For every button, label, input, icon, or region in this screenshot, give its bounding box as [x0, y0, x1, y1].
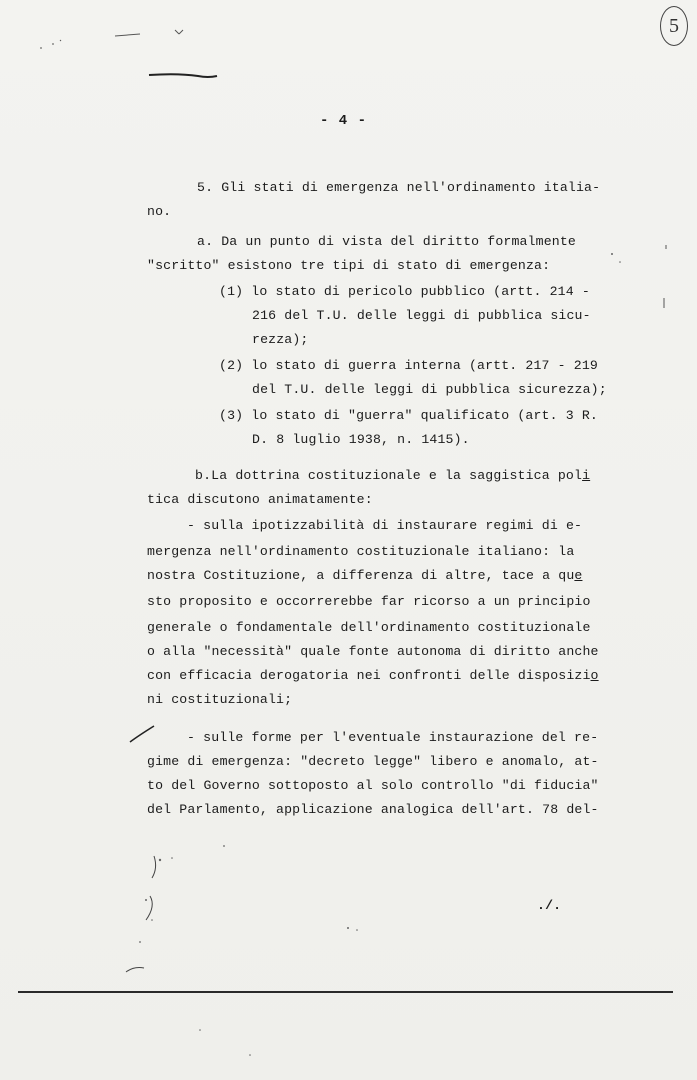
bullet-1-line: generale o fondamentale dell'ordinamento costituzionale [147, 620, 591, 635]
bullet-1-line: sto proposito e occorrerebbe far ricorso a un principio [147, 594, 591, 609]
bullet-1-line: - sulla ipotizzabilità di instaurare regimi di e- [187, 518, 583, 533]
list-item-3: (3) lo stato di "guerra" qualificato (art. 3 R. [219, 408, 598, 423]
bullet-1-line [147, 668, 599, 684]
list-item-1: (1) lo stato di pericolo pubblico (artt. 214 - [219, 284, 590, 299]
bullet-1-line: mergenza nell'ordinamento costituzionale italiano: la [147, 544, 575, 559]
list-item-1-cont: rezza); [252, 332, 309, 347]
bullet-1-line: ni costituzionali; [147, 692, 293, 707]
paragraph-b-underlined-char: i [582, 468, 591, 483]
handwritten-dash-mark [148, 72, 218, 80]
list-item-1-cont: 216 del T.U. delle leggi di pubblica sicu- [252, 308, 591, 323]
paragraph-b-line [195, 468, 590, 484]
bullet-2-line: - sulle forme per l'eventuale instaurazione del re- [187, 730, 599, 745]
continuation-mark: ./. [537, 898, 562, 913]
list-item-2: (2) lo stato di guerra interna (artt. 217 - 219 [219, 358, 598, 373]
handwritten-check-icon [128, 724, 158, 746]
section-heading: 5. Gli stati di emergenza nell'ordinamento italia- [197, 180, 601, 195]
paragraph-a-line: a. Da un punto di vista del diritto formalmente [197, 234, 576, 249]
bullet-2-line: del Parlamento, applicazione analogica dell'art. 78 del- [147, 802, 599, 817]
bullet-1-text: con efficacia derogatoria nei confronti delle disposizi [147, 668, 591, 683]
paragraph-b-text: b.La dottrina costituzionale e la saggistica pol [195, 468, 583, 483]
bullet-1-underlined-char: o [590, 668, 599, 683]
bullet-1-line: o alla "necessità" quale fonte autonoma di diritto anche [147, 644, 599, 659]
bullet-2-line: gime di emergenza: "decreto legge" libero e anomalo, at- [147, 754, 599, 769]
bullet-2-line: to del Governo sottoposto al solo controllo "di fiducia" [147, 778, 599, 793]
circled-page-number: 5 [660, 6, 688, 46]
paragraph-b-line: tica discutono animatamente: [147, 492, 373, 507]
bottom-rule [18, 991, 673, 993]
list-item-3-cont: D. 8 luglio 1938, n. 1415). [252, 432, 470, 447]
page-number: - 4 - [320, 113, 368, 129]
section-heading-cont: no. [147, 204, 172, 219]
list-item-2-cont: del T.U. delle leggi di pubblica sicurezza); [252, 382, 607, 397]
bullet-1-underlined-char: e [574, 568, 583, 583]
bullet-1-line [147, 568, 582, 584]
paragraph-a-line: "scritto" esistono tre tipi di stato di emergenza: [147, 258, 551, 273]
bullet-1-text: nostra Costituzione, a differenza di altre, tace a qu [147, 568, 575, 583]
